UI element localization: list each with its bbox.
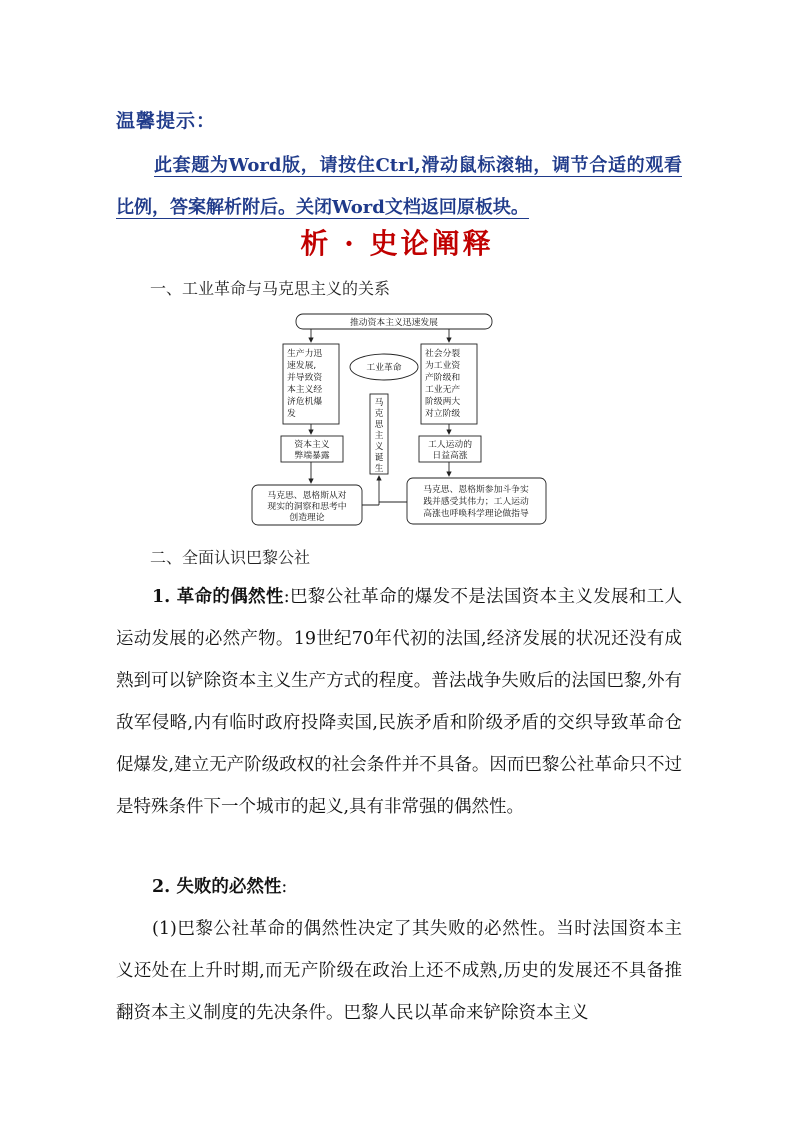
diagram-right-lines [425,347,460,419]
section-title: 析 · 史论阐释 [300,227,494,260]
paragraph-failure [116,866,682,908]
svg-text:马克思、恩格斯从对: 马克思、恩格斯从对 [267,491,347,501]
diagram-center-label: 工业革命 [366,363,402,373]
svg-text:克: 克 [374,409,384,419]
diagram-bottom-right-lines [423,483,529,519]
paragraph-chance-text: :巴黎公社革命的爆发不是法国资本主义发展和工人运动发展的必然产物。19世纪70年代初的法国,经济发展的状况还没有成熟到可以铲除资本主义生产方式的程度。普法战争失败后的法国巴黎,外有敌军侵略,内有临时政府投降卖国,民族矛盾和阶级矛盾的交织导致革命仓促爆发,建立无产阶级政权的社会条件并不具备。因而巴黎公社革命只不过是特殊条件下一个城市的起义,具有非常强的偶然性。 [116,587,682,817]
tip-body [116,145,682,229]
svg-text:产阶级和: 产阶级和 [425,373,461,383]
svg-text:弊端暴露: 弊端暴露 [294,451,330,461]
heading-two: 二、全面认识巴黎公社 [150,548,311,567]
svg-text:日益高涨: 日益高涨 [432,451,468,461]
diagram-middle-lines [375,397,385,474]
svg-text:工业无产: 工业无产 [425,385,461,395]
svg-text:对立阶级: 对立阶级 [425,409,461,419]
diagram-left-mid-lines [294,438,329,461]
diagram-left-lines [287,347,322,419]
paragraph-failure-text: : [281,877,288,897]
paragraph-failure-point-1-text: (1)巴黎公社革命的偶然性决定了其失败的必然性。当时法国资本主义还处在上升时期,而无产阶级在政治上还不成熟,历史的发展还不具备推翻资本主义制度的先决条件。巴黎人民以革命来铲除资本主义 [116,919,682,1023]
svg-text:社会分裂: 社会分裂 [425,349,461,359]
relationship-diagram [250,312,550,530]
tip-body-text: 此套题为Word版，请按住Ctrl,滑动鼠标滚轴，调节合适的观看比例，答案解析附后。关闭Word文档返回原板块。 [116,155,682,218]
svg-text:并导致资: 并导致资 [287,373,323,383]
svg-text:义: 义 [374,442,384,452]
diagram-right-mid-lines [428,438,472,461]
svg-text:创造理论: 创造理论 [289,513,325,523]
svg-text:速发展,: 速发展, [287,361,317,371]
svg-text:思: 思 [374,420,384,430]
paragraph-failure-label: 2. 失败的必然性 [152,877,282,897]
svg-text:资本主义: 资本主义 [294,440,330,450]
diagram-top-label: 推动资本主义迅速发展 [350,318,438,328]
paragraph-failure-point-1 [116,908,682,1034]
svg-text:马克思、恩格斯参加斗争实: 马克思、恩格斯参加斗争实 [423,485,529,495]
svg-text:阶级两大: 阶级两大 [425,397,461,407]
svg-text:诞: 诞 [374,453,384,463]
paragraph-chance-label: 1. 革命的偶然性 [152,587,284,607]
svg-text:生产力迅: 生产力迅 [287,349,323,359]
svg-text:本主义经: 本主义经 [287,385,323,395]
diagram-bottom-left-lines [267,489,346,523]
svg-text:高涨也呼唤科学理论做指导: 高涨也呼唤科学理论做指导 [423,509,529,519]
svg-text:主: 主 [374,431,384,441]
svg-text:生: 生 [374,464,384,474]
tip-title: 温馨提示： [116,110,217,132]
svg-text:济危机爆: 济危机爆 [287,397,323,407]
svg-text:为工业资: 为工业资 [425,361,461,371]
paragraph-chance [116,576,682,828]
svg-text:发: 发 [287,409,296,419]
heading-one: 一、工业革命与马克思主义的关系 [150,279,391,298]
svg-text:现实的洞察和思考中: 现实的洞察和思考中 [267,502,347,512]
svg-text:马: 马 [374,398,384,408]
svg-text:践并感受其伟力；工人运动: 践并感受其伟力；工人运动 [423,497,529,507]
svg-text:工人运动的: 工人运动的 [428,440,472,450]
